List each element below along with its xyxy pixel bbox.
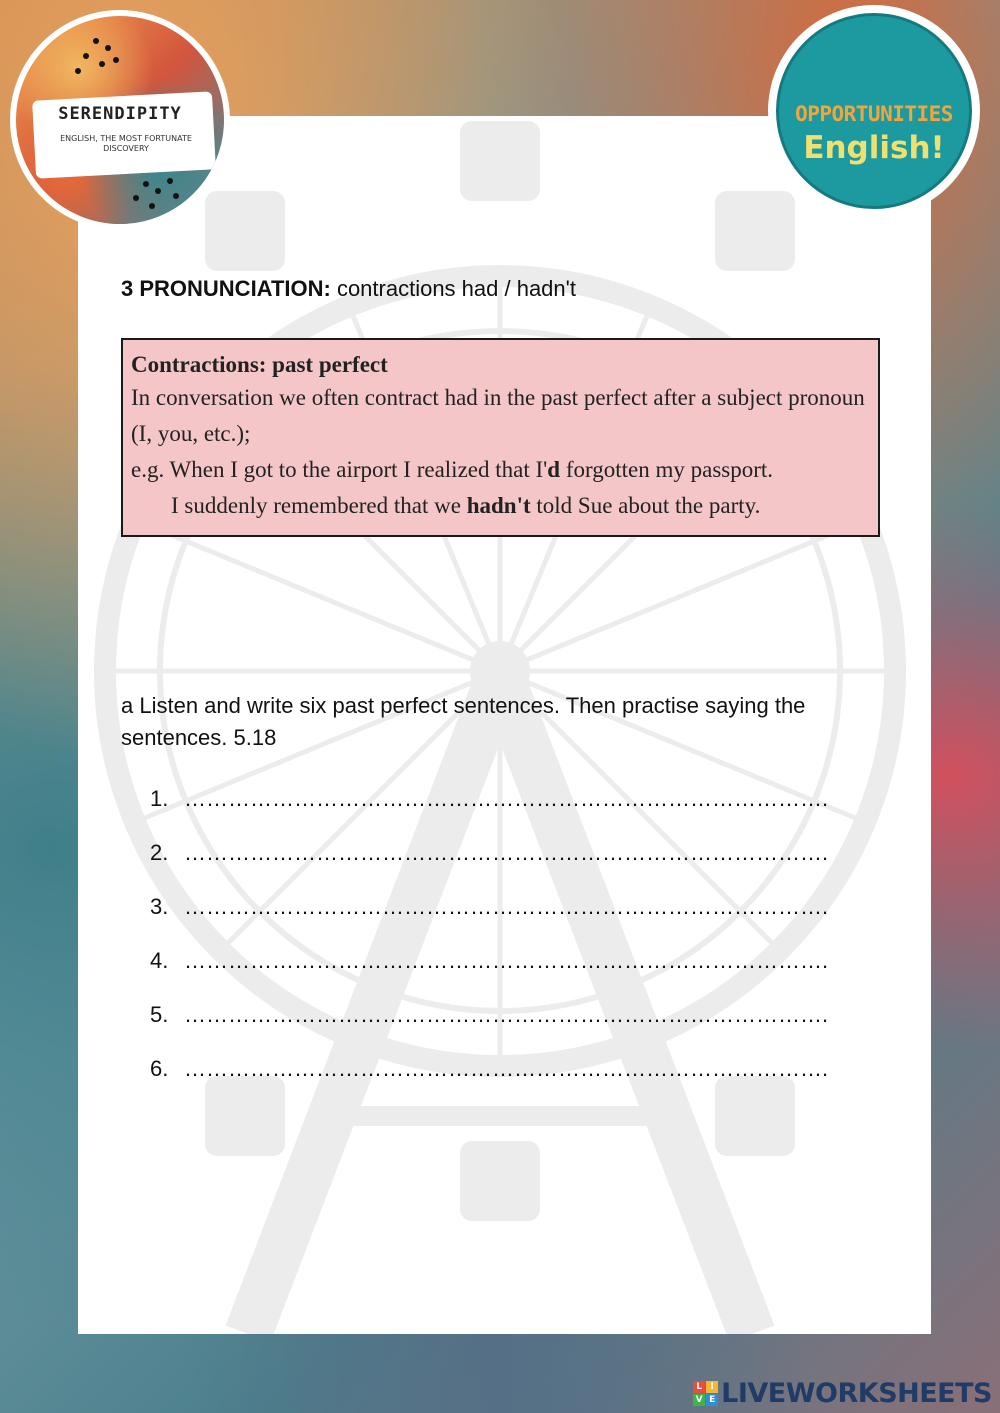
example-1 [131,457,773,482]
exercise-instruction: a Listen and write six past perfect sentences. Then practise saying the sentences. 5.18 [121,693,806,750]
answer-line[interactable] [150,1056,870,1110]
logo-subtitle: ENGLISH, THE MOST FORTUNATE DISCOVERY [60,134,192,153]
line-number: 6. [150,1056,169,1081]
line-number: 4. [150,948,169,973]
grammar-box-body: In conversation we often contract had in the past perfect after a subject pronoun (I, you, etc.); [131,385,865,446]
line-number: 2. [150,840,169,865]
answer-line[interactable] [150,1002,870,1056]
logo-line-2: English! [803,130,945,166]
answer-line[interactable] [150,948,870,1002]
answer-line[interactable] [150,840,870,894]
example-1-bold: d [547,457,561,482]
icon-letter: L [693,1381,705,1393]
section-heading [121,276,576,302]
logo-title: SERENDIPITY [58,104,182,124]
grammar-box [121,338,880,537]
icon-letter: E [706,1394,718,1406]
brand-text: LIVEWORKSHEETS [721,1377,992,1409]
example-2-post: told Sue about the party. [530,493,761,518]
icon-letter: I [706,1381,718,1393]
icon-letter: V [693,1394,705,1406]
answer-line[interactable] [150,894,870,948]
liveworksheets-icon [693,1381,718,1406]
opportunities-logo [768,5,980,217]
logo-line-1: OPPORTUNITIES [795,102,953,126]
answer-lines [150,786,870,1110]
line-dots: ……………………………………………………………………………. [184,1002,829,1027]
grammar-box-title: Contractions: past perfect [131,352,388,377]
liveworksheets-brand[interactable] [693,1377,992,1409]
line-number: 3. [150,894,169,919]
example-1-post: forgotten my passport. [560,457,774,482]
line-number: 5. [150,1002,169,1027]
serendipity-logo [10,10,230,230]
example-2-bold: hadn't [466,493,531,518]
logo-circle [776,13,972,209]
example-2-pre: I suddenly remembered that we [171,493,467,518]
heading-rest: contractions had / hadn't [330,276,576,301]
line-number: 1. [150,786,169,811]
line-dots: ……………………………………………………………………………. [184,1056,829,1081]
line-dots: ……………………………………………………………………………. [184,786,829,811]
line-dots: ……………………………………………………………………………. [184,894,829,919]
answer-line[interactable] [150,786,870,840]
line-dots: ……………………………………………………………………………. [184,948,829,973]
line-dots: ……………………………………………………………………………. [184,840,829,865]
example-2 [131,488,870,524]
heading-bold: 3 PRONUNCIATION: [121,276,331,301]
example-1-pre: e.g. When I got to the airport I realized that I' [131,457,548,482]
